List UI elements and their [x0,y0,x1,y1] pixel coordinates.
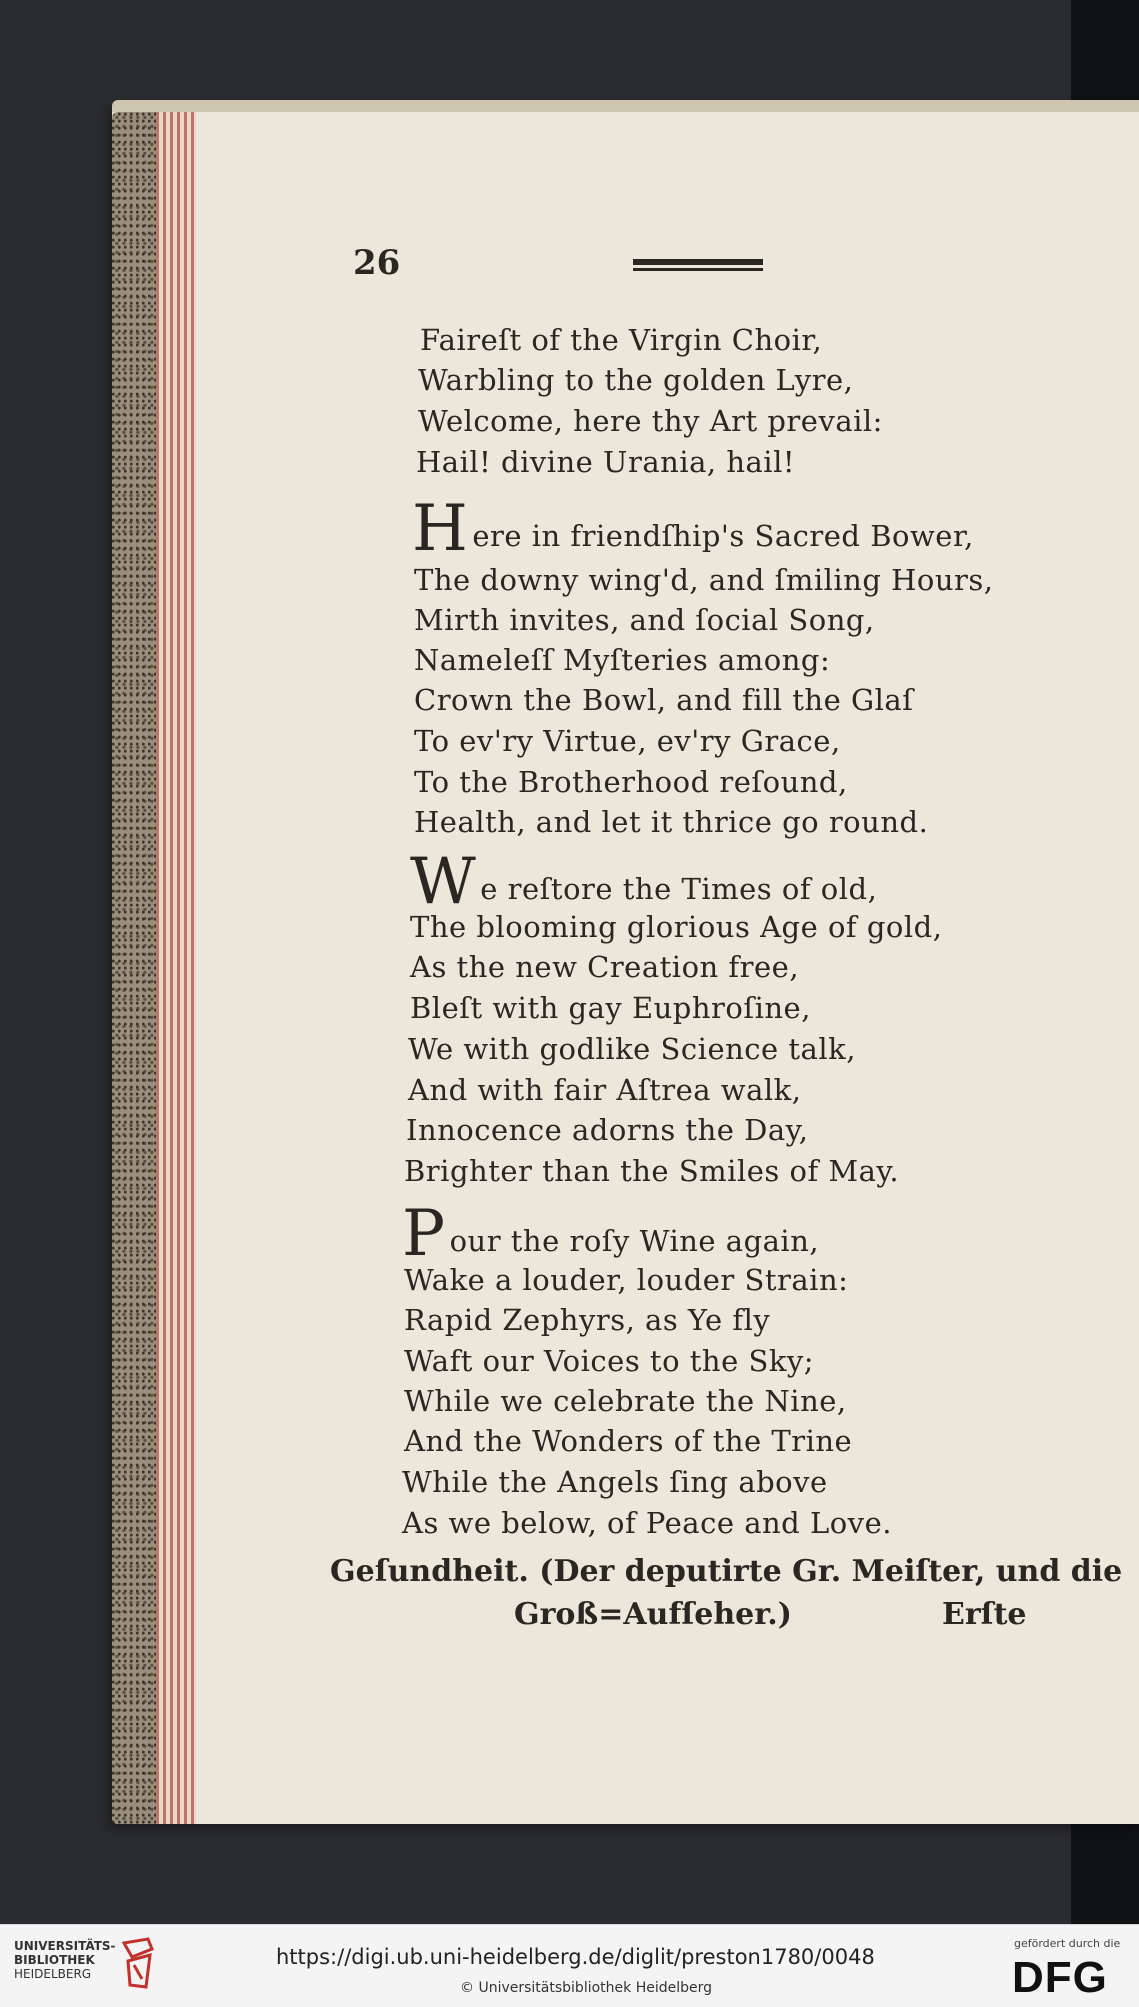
verse-line: As we below, of Peace and Love. [402,1506,892,1540]
library-name-line1: UNIVERSITÄTS- [14,1939,116,1953]
header-rule [633,259,763,271]
verse-text: ere in friendſhip's Sacred Bower, [472,519,974,553]
copyright-text: © Universitätsbibliothek Heidelberg [460,1980,713,1996]
verse-line-with-initial [402,1197,820,1271]
verse-line: Nameleſſ Myſteries among: [414,643,831,677]
verse-line: Wake a louder, louder Strain: [404,1263,849,1297]
library-name-line2: BIBLIOTHEK [14,1953,95,1967]
stage-direction-cont: Groß=Aufſeher.) [514,1597,792,1632]
verse-line: Hail! divine Urania, hail! [416,445,795,479]
verse-line: Rapid Zephyrs, as Ye fly [404,1303,771,1337]
catchword: Erſte [942,1597,1027,1632]
page-edge-red [156,112,196,1824]
verse-line: While the Angels ſing above [402,1465,828,1499]
verse-line: Welcome, here thy Art prevail: [418,404,883,438]
verse-line: The downy wing'd, and ſmiling Hours, [414,563,994,597]
page-number: 26 [353,243,401,283]
verse-line: Crown the Bowl, and fill the Glaſ [414,683,914,717]
verse-line: Waft our Voices to the Sky; [404,1344,815,1378]
viewer-footer [0,1924,1139,2007]
verse-text: our the roſy Wine again, [449,1224,820,1258]
drop-initial: W [410,845,477,919]
verse-line-with-initial [410,845,878,919]
verse-line: As the new Creation free, [410,950,800,984]
funding-note: gefördert durch die [1014,1937,1121,1950]
verse-line: And with fair Aſtrea walk, [408,1073,802,1107]
library-mark-icon [118,1935,158,1991]
verse-line-with-initial [412,492,974,566]
drop-initial: P [402,1197,446,1271]
verse-line: Warbling to the golden Lyre, [418,363,854,397]
library-name-line3: HEIDELBERG [14,1967,92,1981]
verse-line: We with godlike Science talk, [408,1032,856,1066]
drop-initial: H [412,492,469,566]
dfg-logo[interactable]: DFG [1012,1953,1108,2002]
verse-line: To ev'ry Virtue, ev'ry Grace, [414,724,841,758]
verse-line: The blooming glorious Age of gold, [410,910,943,944]
stage-direction: Geſundheit. (Der deputirte Gr. Meiſter, und die [330,1554,1123,1589]
verse-line: And the Wonders of the Trine [404,1424,853,1458]
verse-line: Faireſt of the Virgin Choir, [420,323,823,357]
verse-line: While we celebrate the Nine, [404,1384,847,1418]
verse-line: Bleſt with gay Euphroſine, [410,991,811,1025]
verse-text: e reſtore the Times of old, [480,872,878,906]
page-url-link[interactable]: https://digi.ub.uni-heidelberg.de/diglit/preston1780/0048 [276,1945,875,1969]
verse-line: To the Brotherhood reſound, [414,765,848,799]
verse-line: Innocence adorns the Day, [406,1113,809,1147]
verse-line: Mirth invites, and ſocial Song, [414,603,875,637]
verse-line: Brighter than the Smiles of May. [404,1154,900,1188]
book-edge-speckled [112,112,156,1824]
verse-line: Health, and let it thrice go round. [414,805,929,839]
